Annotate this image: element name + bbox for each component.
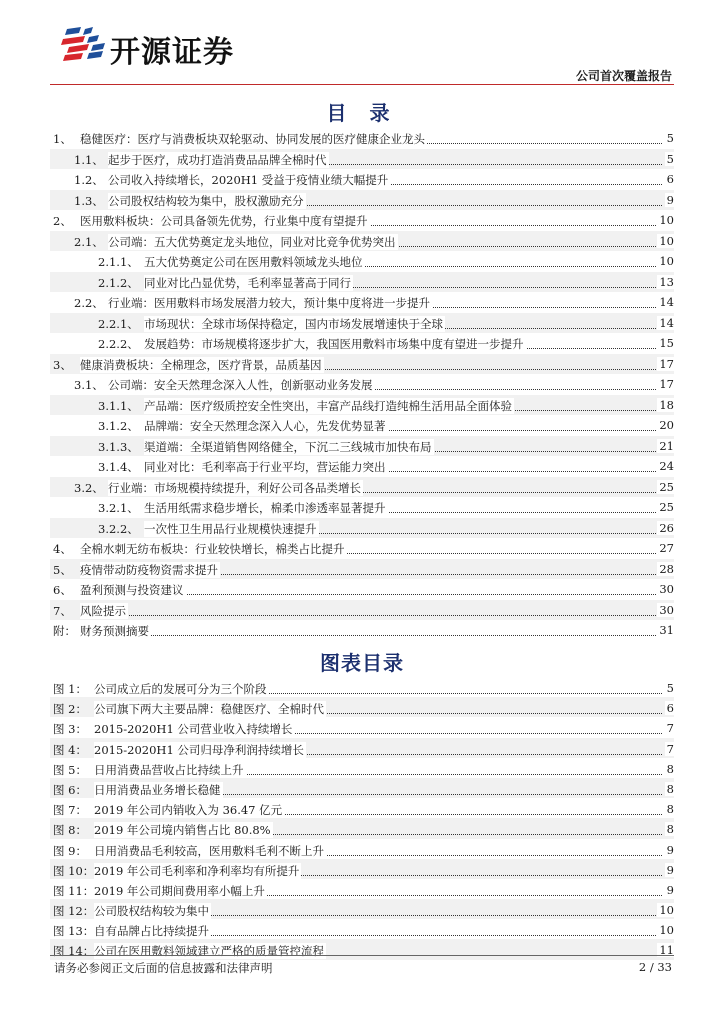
figure-entry-number: 图 9： [53,843,87,858]
figure-entry[interactable] [50,839,674,859]
toc-entry-page: 5 [666,131,674,145]
toc-entry[interactable] [50,374,674,395]
footer-divider [50,955,674,956]
toc-entry[interactable] [50,231,674,252]
toc-entry-page: 9 [666,192,674,207]
figure-entry-number: 图 10： [53,863,95,878]
toc-entry[interactable] [50,497,674,518]
toc-entry[interactable] [50,272,674,293]
toc-entry-title: 财务预测摘要 [80,624,149,638]
toc-entry-number: 6、 [53,583,72,597]
toc-entry-title: 生活用纸需求稳步增长，棉柔巾渗透率显著提升 [144,501,386,515]
figure-entry-page: 10 [659,923,674,938]
toc-entry-page: 25 [659,500,674,514]
toc-entry[interactable] [50,579,674,600]
toc-entry-number: 2.2.1、 [98,316,139,331]
toc-entry-number: 3.2.1、 [98,501,139,515]
toc-entry-page: 14 [659,315,674,330]
toc-entry[interactable] [50,559,674,580]
toc-entry-page: 15 [659,336,674,350]
toc-entry-page: 20 [659,418,674,432]
toc-entry-title: 稳健医疗：医疗与消费板块双轮驱动、协同发展的医疗健康企业龙头 [80,132,425,146]
toc-entry-number: 5、 [53,562,72,577]
logo-text: 开源证券 [110,35,234,70]
figure-entry-number: 图 14： [53,944,95,959]
figure-entry[interactable] [50,758,674,778]
toc-entry-page: 26 [659,520,674,535]
toc-entry[interactable] [50,210,674,231]
figure-entry[interactable] [50,677,674,697]
toc-entry-page: 10 [659,213,674,227]
toc-entry-number: 2、 [53,214,72,228]
toc-entry-title: 同业对比：毛利率高于行业平均，营运能力突出 [144,460,386,474]
toc-entry-title: 公司股权结构较为集中，股权激励充分 [108,193,304,208]
figure-entry-title: 日用消费品营收占比持续上升 [94,762,244,777]
figure-entry-page: 9 [666,842,674,857]
page-header [0,0,724,88]
figure-entry-number: 图 2： [53,702,87,717]
figure-entry-page: 8 [666,761,674,776]
figure-entry-number: 图 3： [53,722,87,737]
toc-entry[interactable] [50,600,674,621]
figure-list-title: 图表目录 [320,651,404,675]
toc-entry-page: 14 [659,295,674,309]
figure-entry-title: 日用消费品业务增长稳健 [94,782,221,797]
toc-entry-number: 1.2、 [74,173,104,187]
toc-entry[interactable] [50,538,674,559]
figure-entry-page: 7 [666,721,674,736]
toc-entry-title: 渠道端：全渠道销售网络健全，下沉二三线城市加快布局 [144,439,432,454]
figure-entry-title: 公司成立后的发展可分为三个阶段 [94,682,267,696]
toc-entry-number: 4、 [53,542,72,556]
toc-entry-number: 2.2.2、 [98,337,139,351]
figure-entry[interactable] [50,859,674,879]
toc-entry-number: 1.3、 [74,193,104,208]
toc-entry-page: 21 [659,438,674,453]
toc-entry-page: 31 [659,623,674,637]
figure-entry-page: 8 [666,781,674,796]
toc-entry-page: 13 [659,274,674,289]
figure-entry-page: 11 [659,943,674,958]
figure-entry-number: 图 6： [53,782,87,797]
toc-entry-title: 产品端：医疗级质控安全性突出，丰富产品线打造纯棉生活用品全面体验 [144,398,512,413]
figure-entry-page: 9 [666,882,674,897]
toc-entry[interactable] [50,149,674,170]
figure-entry[interactable] [50,697,674,717]
toc-entry-title: 起步于医疗，成功打造消费品品牌全棉时代 [108,152,327,167]
figure-entry-title: 公司股权结构较为集中 [94,904,209,919]
toc-entry-page: 24 [659,459,674,473]
toc-entry-title: 公司收入持续增长，2020H1 受益于疫情业绩大幅提升 [108,173,389,187]
toc-entry-title: 五大优势奠定公司在医用敷料领域龙头地位 [144,255,363,269]
figure-entry-page: 10 [659,903,674,918]
toc-entry[interactable] [50,313,674,334]
figure-entry-number: 图 4： [53,742,87,757]
toc-entry-number: 3.1.2、 [98,419,139,433]
figure-entry-number: 图 7： [53,803,87,818]
toc-entry-number: 3.1.1、 [98,398,139,413]
figure-entry-title: 2019 年公司毛利率和净利率均有所提升 [94,863,300,878]
figure-entry-title: 2019 年公司境内销售占比 80.8% [94,823,271,838]
toc-entry-page: 25 [659,479,674,494]
figure-entry-page: 9 [666,862,674,877]
toc-entry-title: 公司端：安全天然理念深入人性，创新驱动业务发展 [108,378,373,392]
figure-entry-number: 图 1： [53,682,87,696]
toc-entry[interactable] [50,354,674,375]
toc-entry-number: 2.1.2、 [98,275,139,290]
figure-entry-title: 2015-2020H1 公司归母净利润持续增长 [94,742,304,757]
figure-entry-number: 图 11： [53,883,95,898]
toc-entry-title: 医用敷料板块：公司具备领先优势，行业集中度有望提升 [80,214,368,228]
toc-entry[interactable] [50,518,674,539]
report-type-label: 公司首次覆盖报告 [575,69,672,83]
toc-entry-title: 品牌端：安全天然理念深入人心，先发优势显著 [144,419,386,433]
toc-entry-page: 28 [659,561,674,576]
toc-entry[interactable] [50,169,674,190]
figure-list [50,677,674,960]
toc-entry-title: 全棉水刺无纺布板块：行业较快增长，棉类占比提升 [80,542,345,556]
toc-entry-title: 一次性卫生用品行业规模快速提升 [144,521,317,536]
figure-entry-title: 公司在医用敷料领域建立严格的质量管控流程 [94,944,324,959]
toc-entry-title: 盈利预测与投资建议 [80,583,184,597]
page-number: 2 / 33 [638,960,672,974]
figure-entry[interactable] [50,899,674,919]
toc-entry-title: 风险提示 [80,603,126,618]
toc-entry-page: 6 [666,172,674,186]
toc-entry-number: 1.1、 [74,152,104,167]
toc-entry[interactable] [50,251,674,272]
toc-entry-page: 30 [659,602,674,617]
toc-entry[interactable] [50,477,674,498]
toc-entry-number: 2.1.1、 [98,255,139,269]
figure-entry[interactable] [50,879,674,899]
toc-entry-page: 5 [666,151,674,166]
figure-entry[interactable] [50,919,674,939]
figure-entry[interactable] [50,738,674,758]
figure-entry-page: 8 [666,822,674,837]
toc-entry-page: 10 [659,233,674,248]
dot-leader [100,635,662,636]
toc-entry-title: 健康消费板块：全棉理念，医疗背景，品质基因 [80,357,322,372]
toc-title: 目 录 [326,101,398,125]
figure-entry[interactable] [50,939,674,959]
toc-entry-page: 17 [659,356,674,371]
toc-entry-number: 3.1、 [74,378,104,392]
toc-entry[interactable] [50,333,674,354]
figure-entry[interactable] [50,717,674,737]
figure-entry-page: 6 [666,701,674,716]
toc-list [50,128,674,641]
toc-entry-number: 3.1.4、 [98,460,139,474]
toc-entry-page: 27 [659,541,674,555]
figure-entry-number: 图 12： [53,904,95,919]
toc-entry-number: 2.1、 [74,234,104,249]
toc-entry-page: 17 [659,377,674,391]
figure-entry-page: 7 [666,741,674,756]
toc-entry-number: 3.2、 [74,480,104,495]
toc-entry[interactable] [50,456,674,477]
toc-entry-number: 7、 [53,603,72,618]
figure-entry-title: 日用消费品毛利较高，医用敷料毛利不断上升 [94,843,324,858]
toc-entry-page: 30 [659,582,674,596]
toc-entry[interactable] [50,436,674,457]
figure-entry[interactable] [50,798,674,818]
toc-entry[interactable] [50,292,674,313]
figure-entry-title: 2019 年公司内销收入为 36.47 亿元 [94,803,283,818]
figure-entry-number: 图 5： [53,762,87,777]
toc-entry[interactable] [50,190,674,211]
toc-entry-title: 发展趋势：市场规模将逐步扩大，我国医用敷料市场集中度有望进一步提升 [144,337,524,351]
toc-entry-number: 2.2、 [74,296,104,310]
figure-entry-title: 2019 年公司期间费用率小幅上升 [94,883,265,898]
disclaimer-note: 请务必参阅正文后面的信息披露和法律声明 [54,961,273,975]
figure-entry-title: 自有品牌占比持续提升 [94,924,209,939]
toc-entry-title: 市场现状：全球市场保持稳定，国内市场发展增速快于全球 [144,316,443,331]
figure-entry[interactable] [50,778,674,798]
toc-entry-number: 3.1.3、 [98,439,139,454]
toc-entry-number: 1、 [53,132,72,146]
toc-entry-number: 附： [53,624,76,638]
figure-entry-number: 图 13： [53,924,95,939]
figure-entry-page: 5 [666,681,674,695]
toc-entry-page: 18 [659,397,674,412]
figure-entry-page: 8 [666,802,674,817]
toc-entry[interactable] [50,128,674,149]
toc-entry-title: 行业端：医用敷料市场发展潜力较大，预计集中度将进一步提升 [108,296,430,310]
toc-entry-page: 10 [659,254,674,268]
header-divider [50,84,674,85]
figure-entry-title: 2015-2020H1 公司营业收入持续增长 [94,722,293,737]
toc-entry-number: 3.2.2、 [98,521,139,536]
toc-entry-number: 3、 [53,357,72,372]
toc-entry[interactable] [50,395,674,416]
figure-entry[interactable] [50,818,674,838]
figure-entry-number: 图 8： [53,823,87,838]
toc-entry[interactable] [50,415,674,436]
toc-entry-title: 同业对比凸显优势，毛利率显著高于同行 [144,275,351,290]
toc-entry-title: 行业端：市场规模持续提升，利好公司各品类增长 [108,480,361,495]
dot-leader [100,615,662,616]
toc-entry-title: 公司端：五大优势奠定龙头地位，同业对比竞争优势突出 [108,234,396,249]
toc-entry[interactable] [50,620,674,641]
toc-entry-title: 疫情带动防疫物资需求提升 [80,562,218,577]
figure-entry-title: 公司旗下两大主要品牌：稳健医疗、全棉时代 [94,702,324,717]
